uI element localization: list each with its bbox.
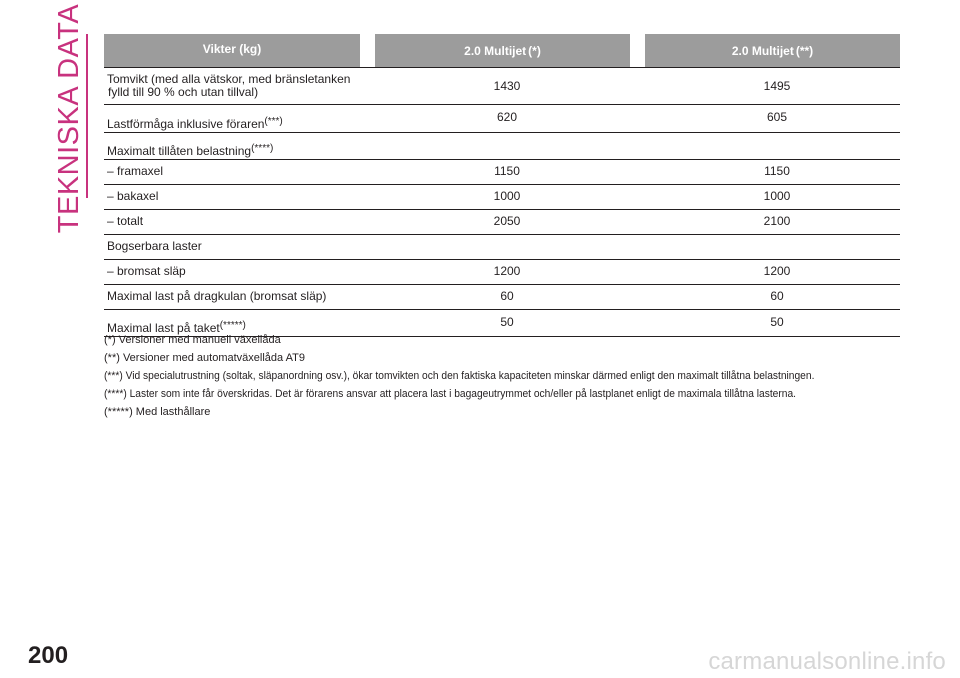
footnotes xyxy=(104,331,904,421)
table-row xyxy=(104,68,900,105)
footnote: (**) Versioner med automatväxellåda AT9 xyxy=(104,352,305,364)
row-value-col2: 1200 xyxy=(763,264,791,278)
footnote: (****) Laster som inte får överskridas. Det är förarens ansvar att placera last i bagageutrymmet och/eller på lastplanet enligt de maximala tillåtna lasterna. xyxy=(104,388,796,400)
row-value-col1: 1000 xyxy=(493,189,521,203)
table-row xyxy=(104,133,900,160)
row-footnote-mark: (*****) xyxy=(219,320,246,331)
table-row xyxy=(104,210,900,235)
section-title xyxy=(52,3,88,233)
row-footnote-mark: (****) xyxy=(251,143,274,154)
row-label xyxy=(107,73,350,99)
row-label xyxy=(107,115,283,131)
row-value-col1: 60 xyxy=(500,289,514,303)
row-label: Maximal last på dragkulan (bromsat släp) xyxy=(107,289,327,303)
row-value-col1: 620 xyxy=(496,110,518,124)
row-label-text: Maximalt tillåten belastning xyxy=(107,144,252,158)
table-row xyxy=(104,260,900,285)
row-label: – bakaxel xyxy=(107,189,159,203)
row-label: – totalt xyxy=(107,214,144,228)
row-value-col2: 605 xyxy=(766,110,788,124)
footnote: (***) Vid specialutrustning (soltak, släpanordning osv.), ökar tomvikten och den faktiska kapaciteten minskar därmed enligt den maximalt tillåtna belastningen. xyxy=(104,370,815,382)
table-row xyxy=(104,285,900,310)
row-footnote-mark: (***) xyxy=(264,116,283,127)
row-label xyxy=(107,142,273,158)
header-col2-mark: (**) xyxy=(795,43,814,58)
row-value-col2: 1000 xyxy=(763,189,791,203)
row-value-col1: 1430 xyxy=(493,79,521,93)
row-label: Bogserbara laster xyxy=(107,239,202,253)
watermark: carmanualsonline.info xyxy=(708,648,946,675)
page-number: 200 xyxy=(28,642,69,669)
table-row xyxy=(104,160,900,185)
footnote: (*) Versioner med manuell växellåda xyxy=(104,334,281,346)
header-col1-label: 2.0 Multijet xyxy=(464,43,527,58)
row-value-col2: 2100 xyxy=(763,214,791,228)
table-row xyxy=(104,235,900,260)
row-value-col2: 1150 xyxy=(764,164,790,178)
row-label-text: Maximal last på taket xyxy=(107,321,220,335)
row-value-col1: 1200 xyxy=(493,264,521,278)
row-label: – bromsat släp xyxy=(107,264,186,278)
section-rule xyxy=(86,34,88,198)
row-value-col2: 50 xyxy=(770,315,784,329)
header-col2 xyxy=(645,34,900,67)
row-value-col2: 60 xyxy=(770,289,784,303)
header-col1-mark: (*) xyxy=(528,43,541,58)
header-col1 xyxy=(375,34,630,67)
row-value-col1: 1150 xyxy=(494,164,520,178)
footnote: (*****) Med lasthållare xyxy=(104,406,211,418)
row-label-text: Lastförmåga inklusive föraren xyxy=(107,117,265,131)
header-col2-label: 2.0 Multijet xyxy=(731,43,794,58)
row-label-line: Tomvikt (med alla vätskor, med bränsletanken xyxy=(107,72,351,86)
row-value-col1: 2050 xyxy=(493,214,521,228)
weights-table xyxy=(104,67,900,337)
section-title-text: TEKNISKA DATA xyxy=(53,3,86,233)
row-value-col2: 1495 xyxy=(763,79,791,93)
header-weights xyxy=(104,34,360,67)
table-row xyxy=(104,185,900,210)
row-label-line: fylld till 90 % och utan tillval) xyxy=(108,85,259,99)
row-label: – framaxel xyxy=(107,164,164,178)
table-row xyxy=(104,105,900,133)
row-value-col1: 50 xyxy=(500,315,514,329)
header-weights-label: Vikter (kg) xyxy=(202,42,262,56)
